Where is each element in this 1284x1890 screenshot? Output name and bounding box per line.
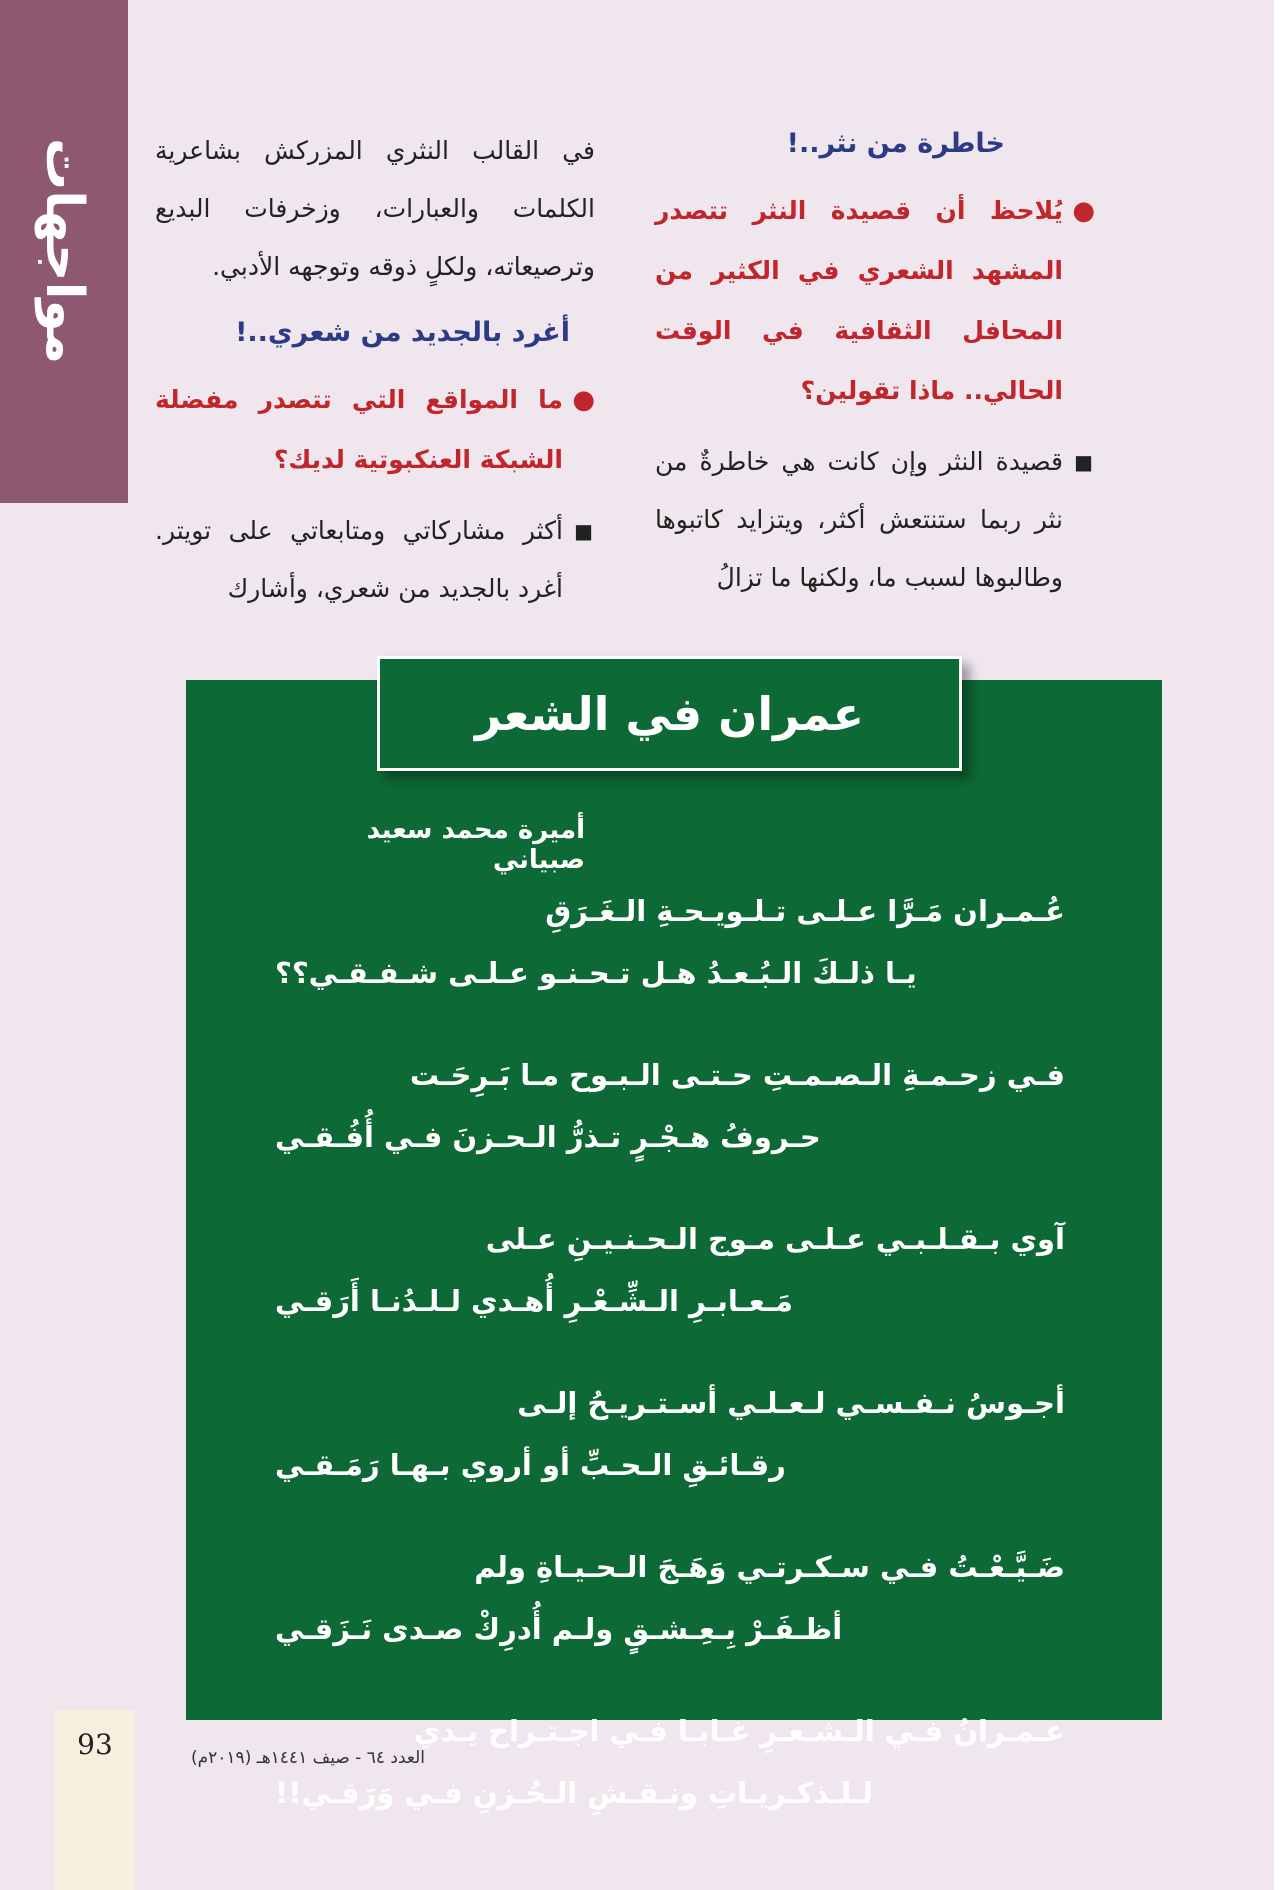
poem-title-box <box>377 656 962 771</box>
bullet-dot-icon: ● <box>1072 196 1095 226</box>
interview-question <box>155 370 595 490</box>
poem-title: عمران في الشعر <box>474 686 865 741</box>
question-text: يُلاحظ أن قصيدة النثر تتصدر المشهد الشعري في الكثير من المحافل الثقافية في الوقت الحالي.. ماذا تقولين؟ <box>655 196 1063 405</box>
answer-text: أكثر مشاركاتي ومتابعاتي على تويتر. أغرد بالجديد من شعري، وأشارك <box>155 516 563 603</box>
poem-stanzas <box>275 880 1065 1864</box>
issue-info: العدد ٦٤ - صيف ١٤٤١هـ (٢٠١٩م) <box>190 1748 425 1768</box>
question-text: ما المواقع التي تتصدر مفضلة الشبكة العنكبوتية لديك؟ <box>155 385 563 474</box>
stanza <box>275 1044 1065 1168</box>
verse-first-half: فـي زحـمـةِ الـصـمـتِ حـتـى الـبـوح مـا بَـرِحَـت <box>409 1058 1065 1092</box>
verse-first-half: آوي بـقـلـبـي عـلـى مـوج الـحـنـيـنِ عـلى <box>485 1222 1065 1256</box>
section-label <box>0 0 128 503</box>
stanza <box>275 1208 1065 1332</box>
verse-second-half: حـروفُ هـجْـرٍ تـذرُّ الـحـزنَ فـي أُفُـقـي <box>275 1120 821 1154</box>
poet-name: أميرة محمد سعيد صبياني <box>366 815 585 875</box>
interview-right-column <box>655 115 1095 607</box>
verse-first-half: عُـمـران مَـرَّا عـلـى تـلـويـحـةِ الـغَـرَقِ <box>545 894 1065 928</box>
subheading-prose: خاطرة من نثر..! <box>786 128 1005 159</box>
bullet-dot-icon: ● <box>572 385 595 415</box>
verse-second-half: لـلـذكـريـاتِ ونـقـشِ الـحُـزنِ فـي وَرَقـي!! <box>275 1776 873 1810</box>
interview-question <box>655 181 1095 421</box>
stanza <box>275 880 1065 1004</box>
verse-second-half: يـا ذلـكَ الـبُـعـدُ هـل تـحـنـو عـلـى شـفـقـي؟؟ <box>275 956 917 990</box>
verse-first-half: ضَـيَّـعْـتُ فـي سـكـرتـي وَهَـجَ الـحـيـاةِ ولم <box>474 1550 1065 1584</box>
bullet-square-icon: ■ <box>1074 450 1093 474</box>
subheading-tweet: أغرد بالجديد من شعري..! <box>235 317 570 348</box>
answer-text: قصيدة النثر وإن كانت هي خاطرةٌ من نثر ربما ستنتعش أكثر، ويتزايد كاتبوها وطالبوها لسبب ما، ولكنها ما تزالُ <box>655 447 1063 592</box>
stanza <box>275 1372 1065 1496</box>
section-label-text: مواجهات <box>34 138 94 365</box>
verse-second-half: أظـفَـرْ بِـعِـشـقٍ ولـم أُدرِكْ صـدى نَـزَقـي <box>275 1612 843 1646</box>
answer-continuation: في القالب النثري المزركش بشاعرية الكلمات والعبارات، وزخرفات البديع وترصيعاته، ولكلٍ ذوقه وتوجهه الأدبي. <box>155 136 595 281</box>
verse-first-half: أجـوسُ نـفـسـي لـعـلـي أسـتـريـحُ إلـى <box>517 1386 1065 1420</box>
verse-second-half: رقـائـقِ الـحـبِّ أو أروي بـهـا رَمَـقـي <box>275 1448 786 1482</box>
verse-second-half: مَـعـابـرِ الـشِّـعْـرِ أُهـدي لـلـدُنـا أَرَقـي <box>275 1284 793 1318</box>
page-edge <box>1274 0 1284 1890</box>
verse-first-half: عـمـرانُ فـي الـشـعـرِ غـابـا فـي اجـتـراح يـدي <box>413 1714 1065 1748</box>
interview-left-column <box>155 122 595 618</box>
stanza <box>275 1536 1065 1660</box>
bullet-square-icon: ■ <box>574 519 593 543</box>
interview-answer <box>155 502 595 618</box>
interview-answer <box>655 433 1095 607</box>
page-number: 93 <box>77 1728 113 1761</box>
